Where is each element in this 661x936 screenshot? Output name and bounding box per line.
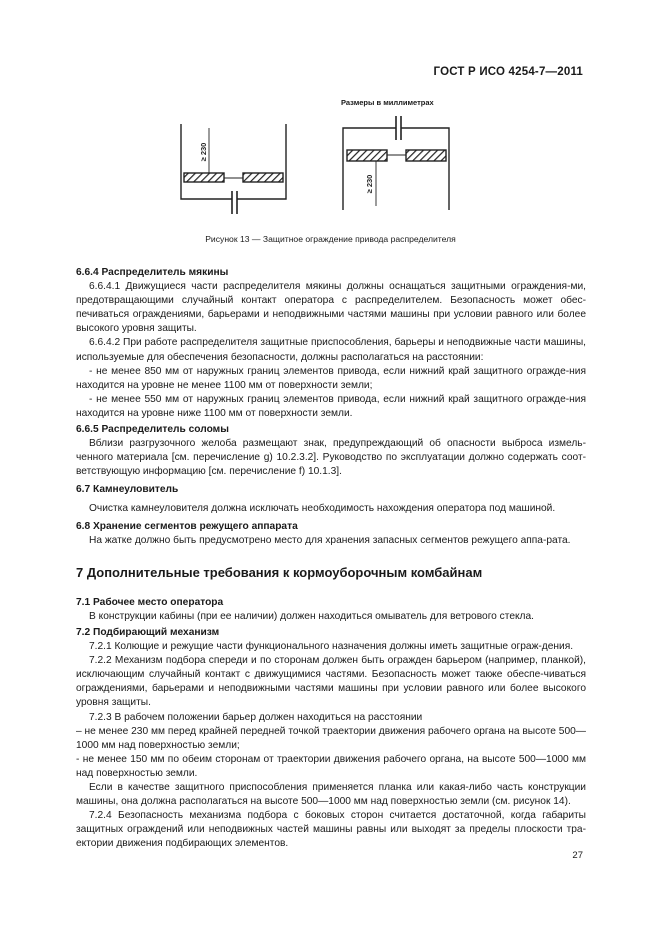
paragraph-7-2-3-note: Если в качестве защитного приспособления применяется планка или какая-либо часть конструкции машины, она должна располагаться на высоте 500—1000 мм над поверхностью земли (см. рисунок 14). bbox=[76, 782, 586, 808]
section-6-7-heading: 6.7 Камнеуловитель bbox=[76, 484, 179, 496]
document-code: ГОСТ Р ИСО 4254-7—2011 bbox=[433, 66, 583, 78]
paragraph-7-2-3: 7.2.3 В рабочем положении барьер должен находиться на расстоянии bbox=[89, 711, 423, 723]
section-6-8-heading: 6.8 Хранение сегментов режущего аппарата bbox=[76, 520, 298, 532]
paragraph-7-2-1: 7.2.1 Колющие и режущие части функционального назначения должны иметь защитные ограж-дения. bbox=[89, 641, 574, 653]
size-note: Размеры в миллиметрах bbox=[341, 98, 434, 107]
paragraph-7-1: В конструкции кабины (при ее наличии) должен находиться омыватель для ветрового стекла. bbox=[89, 610, 534, 622]
section-7-2-heading: 7.2 Подбирающий механизм bbox=[76, 626, 220, 638]
section-6-6-4-heading: 6.6.4 Распределитель мякины bbox=[76, 267, 229, 278]
section-6-6-5-heading: 6.6.5 Распределитель соломы bbox=[76, 424, 229, 436]
paragraph-6-8: На жатке должно быть предусмотрено место для хранения запасных сегментов режущего аппа-рата. bbox=[89, 534, 571, 546]
page-number: 27 bbox=[572, 850, 583, 861]
dim-left-label: ≥ 230 bbox=[199, 142, 208, 162]
list-item: - не менее 850 мм от наружных границ элементов привода, если нижний край защитного огражде-ния находится на уровне не менее 1100 мм от поверхности земли; bbox=[76, 365, 586, 391]
dim-right-label: ≥ 230 bbox=[365, 174, 374, 194]
figure-drawing bbox=[0, 0, 661, 260]
right-diagram bbox=[343, 116, 449, 210]
paragraph-6-6-4-1: 6.6.4.1 Движущиеся части распределителя мякины должны оснащаться защитными ограждения-ми, предотвращающими случайный контакт оператора с распределителем. Безопасность может обес-печиваться ограждениями, барьерами и неподвижными частями машины при условии равного или более высокого уровня защиты. bbox=[76, 281, 586, 335]
list-item: - не менее 550 мм от наружных границ элементов привода, если нижний край защитного огражде-ния находится на уровне ниже 1100 мм от поверхности земли. bbox=[76, 393, 586, 419]
section-7-heading: 7 Дополнительные требования к кормоуборочным комбайнам bbox=[76, 564, 483, 580]
list-item: – не менее 230 мм перед крайней передней точкой траектории движения рабочего органа на высоте 500—1000 мм над поверхностью земли; bbox=[76, 725, 586, 751]
paragraph-6-6-4-2: 6.6.4.2 При работе распределителя защитные приспособления, барьеры и неподвижные части машины, используемые для обеспечения безопасности, должны располагаться на расстоянии: bbox=[76, 337, 586, 363]
paragraph-7-2-4: 7.2.4 Безопасность механизма подбора с боковых сторон считается достаточной, когда габариты защитных ограждений или неподвижных частей машины равны или выходят за пределы плоскости тра-ектории движения подбирающих элементов. bbox=[76, 810, 586, 850]
figure-caption: Рисунок 13 — Защитное ограждение привода распределителя bbox=[205, 234, 456, 244]
paragraph-7-2-2: 7.2.2 Механизм подбора спереди и по сторонам должен быть огражден барьером (например, планкой), исключающим случайный контакт с движущимися частями. Безопасность может также обеспе-чиваться ограждениями, барьерами и неподвижными частями машины при условии равного или более высокого уровня защиты. bbox=[76, 655, 586, 709]
paragraph-6-6-5: Вблизи разгрузочного желоба размещают знак, предупреждающий об опасности выброса измель-ченного материала [см. перечисление g) 10.2.3.2]. Руководство по эксплуатации должно содержать соот-ветствующую информацию [см. перечисление f) 10.1.3]. bbox=[76, 438, 586, 478]
paragraph-6-7: Очистка камнеуловителя должна исключать необходимость нахождения оператора под машиной. bbox=[89, 502, 556, 514]
list-item: - не менее 150 мм по обеим сторонам от траектории движения рабочего органа, на высоте 500—1000 мм над поверхностью земли. bbox=[76, 753, 586, 779]
left-diagram bbox=[181, 124, 286, 214]
document-body bbox=[76, 264, 586, 851]
section-7-1-heading: 7.1 Рабочее место оператора bbox=[76, 596, 224, 608]
figure-13 bbox=[0, 0, 661, 260]
